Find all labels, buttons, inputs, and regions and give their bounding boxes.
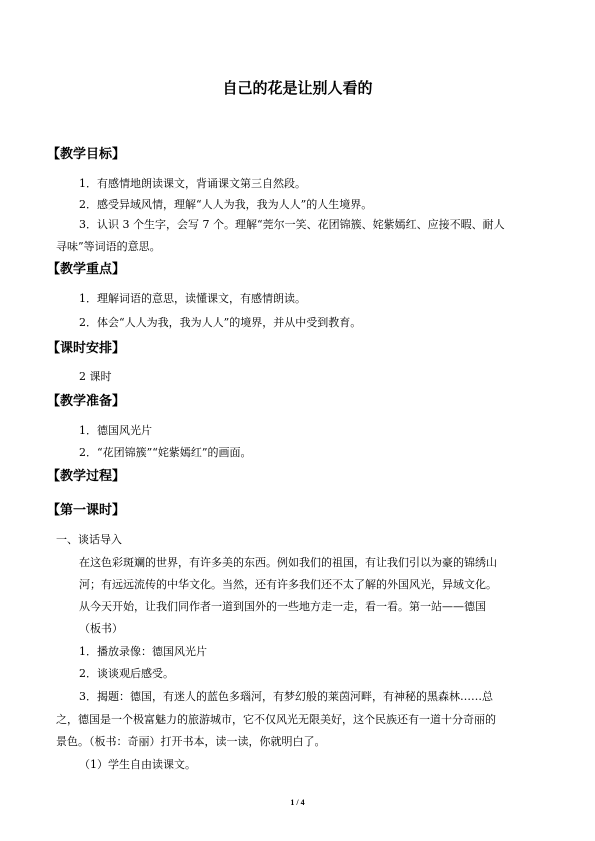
lesson-paragraph-line-2: 河；有远远流传的中华文化。当然，还有许多我们还不太了解的外国风光，异域文化。	[79, 578, 497, 591]
document-title: 自己的花是让别人看的	[222, 79, 373, 97]
lesson-paragraph-line-3: 从今天开始，让我们同作者一道到国外的一些地方走一走，看一看。第一站——德国	[79, 600, 486, 613]
section-heading-key-points: 【教学重点】	[47, 262, 126, 277]
lesson-step-intro: 一、谈话导入	[56, 533, 122, 546]
section-heading-process: 【教学过程】	[47, 469, 126, 484]
lesson-step-3: 3．揭题：德国，有迷人的蓝色多瑙河，有梦幻般的莱茵河畔，有神秘的黑森林……总	[79, 690, 493, 703]
lesson-step-1: 1．播放录像：德国风光片	[79, 645, 207, 658]
goal-item-2: 2．感受异域风情，理解“人人为我，我为人人”的人生境界。	[79, 198, 373, 211]
section-heading-first-lesson: 【第一课时】	[47, 503, 126, 518]
key-point-item-1: 1．理解词语的意思，读懂课文，有感情朗读。	[79, 292, 306, 305]
goal-item-3-continued: 寻味”等词语的意思。	[56, 240, 161, 253]
lesson-step-2: 2．谈谈观后感受。	[79, 667, 174, 680]
lesson-paragraph-line-1: 在这色彩斑斓的世界，有许多美的东西。例如我们的祖国，有让我们引以为豪的锦绣山	[79, 556, 497, 569]
goal-item-3: 3．认识 3 个生字，会写 7 个。理解“莞尔一笑、花团锦簇、姹紫嫣红、应接不暇、耐人	[79, 218, 505, 231]
lesson-step-3-continued-1: 之，德国是一个极富魅力的旅游城市，它不仅风光无限美好，这个民族还有一道十分奇丽的	[56, 713, 496, 726]
key-point-item-2: 2．体会“人人为我，我为人人”的境界，并从中受到教育。	[79, 316, 362, 329]
goal-item-1: 1．有感情地朗读课文，背诵课文第三自然段。	[79, 177, 306, 190]
lesson-step-3-continued-2: 景色。（板书：奇丽）打开书本，读一读，你就明白了。	[56, 735, 326, 748]
lesson-substep-1: （1）学生自由读课文。	[79, 758, 196, 771]
schedule-item-1: 2 课时	[79, 370, 112, 383]
preparation-item-1: 1．德国风光片	[79, 424, 152, 437]
section-heading-goals: 【教学目标】	[47, 147, 126, 162]
section-heading-schedule: 【课时安排】	[47, 341, 126, 356]
page-indicator: 1 / 4	[290, 798, 305, 807]
section-heading-preparation: 【教学准备】	[47, 394, 126, 409]
preparation-item-2: 2．“花团锦簇”“姹紫嫣红”的画面。	[79, 446, 252, 459]
lesson-paragraph-line-4: （板书）	[79, 622, 123, 635]
